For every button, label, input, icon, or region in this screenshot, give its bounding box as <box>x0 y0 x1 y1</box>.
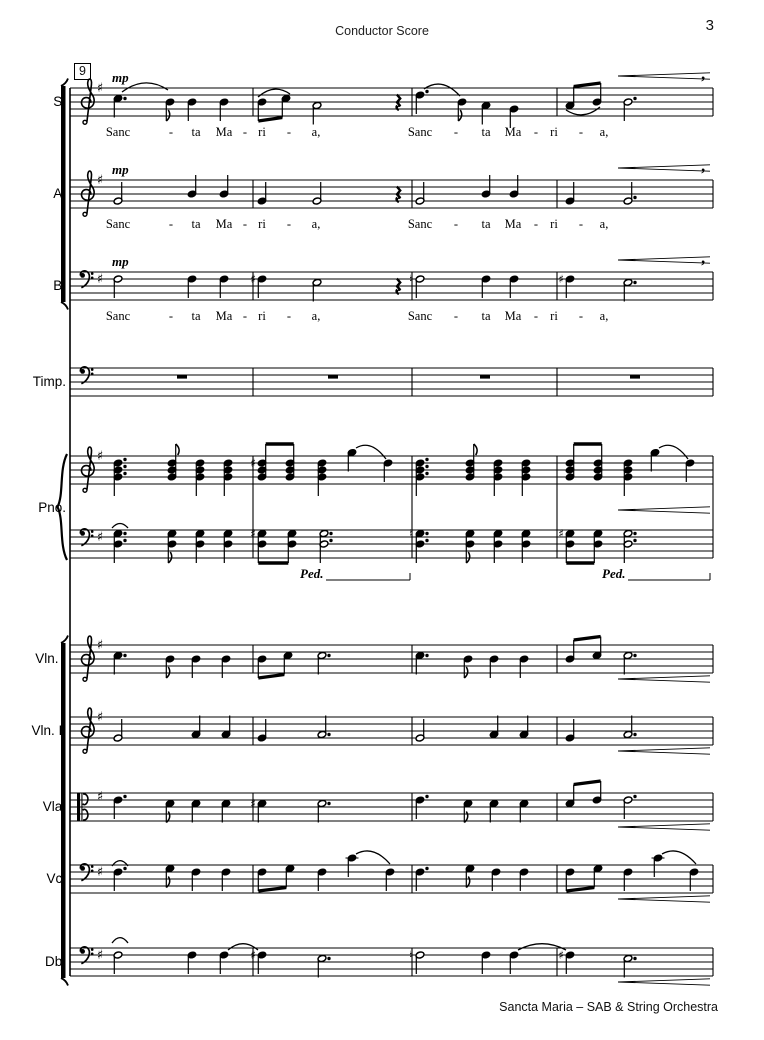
staff-cello <box>46 851 713 902</box>
pedal-marking: Ped. <box>300 566 324 581</box>
accidental: ♯ <box>250 796 256 811</box>
lyric-syllable: - <box>453 125 459 139</box>
part-label-alto-voice: A. <box>53 186 66 201</box>
key-signature-sharp: ♯ <box>96 173 104 188</box>
lyric-syllable: ri <box>258 217 266 231</box>
staff-bass-voice <box>53 254 713 302</box>
key-signature-sharp: ♯ <box>96 81 104 96</box>
staff-timpani <box>33 367 713 396</box>
lyric-syllable: a, <box>311 309 321 323</box>
breath-mark: ’ <box>700 166 706 183</box>
staff-double-bass <box>45 938 713 986</box>
slur <box>424 84 460 96</box>
accidental: ♯ <box>250 272 256 286</box>
staff-piano-lh <box>70 524 713 564</box>
page-title: Conductor Score <box>335 24 429 38</box>
dynamic-marking: mp <box>112 162 129 177</box>
slur <box>662 851 696 864</box>
accidental: ♯ <box>250 948 256 962</box>
part-label-cello: Vc. <box>46 871 66 886</box>
key-signature-sharp: ♯ <box>96 638 104 653</box>
quarter-rest <box>396 279 400 295</box>
lyric-syllable: - <box>578 217 584 231</box>
lyric-syllable: a, <box>311 217 321 231</box>
key-signature-sharp: ♯ <box>96 272 104 287</box>
accidental: ♯ <box>558 948 564 962</box>
lyric-syllable: a, <box>599 309 609 323</box>
part-label-piano-rh: Pno. <box>38 500 66 515</box>
accidental: ♮ <box>408 526 414 541</box>
footer-credit: Sancta Maria – SAB & String Orchestra <box>499 1000 718 1014</box>
lyric-syllable: Ma <box>504 125 522 139</box>
lyric-syllable: - <box>533 217 539 231</box>
lyric-syllable: ta <box>481 217 491 231</box>
lyric-syllable: ta <box>191 309 201 323</box>
part-label-violin-2: Vln. II <box>31 723 66 738</box>
staff-violin-2 <box>31 708 713 754</box>
accidental: ♯ <box>250 526 256 541</box>
breath-mark: ’ <box>700 258 706 275</box>
lyric-syllable: Ma <box>504 217 522 231</box>
slur <box>122 83 168 92</box>
lyric-syllable: Ma <box>215 125 233 139</box>
lyric-syllable: a, <box>311 125 321 139</box>
lyric-syllable: Sanc <box>407 125 433 139</box>
lyric-syllable: Sanc <box>105 309 131 323</box>
lyric-syllable: Sanc <box>407 309 433 323</box>
pedal-marking: Ped. <box>602 566 626 581</box>
lyric-syllable: ta <box>191 217 201 231</box>
lyric-syllable: - <box>533 309 539 323</box>
accidental: ♮ <box>408 948 414 962</box>
staff-soprano <box>53 70 713 128</box>
part-label-bass-voice: B. <box>53 278 66 293</box>
key-signature-sharp: ♯ <box>96 710 104 725</box>
slur <box>356 851 390 864</box>
key-signature-sharp: ♯ <box>96 948 104 963</box>
lyric-syllable: ta <box>481 309 491 323</box>
key-signature-sharp: ♯ <box>96 865 104 880</box>
slur <box>112 524 128 529</box>
part-label-soprano: S. <box>53 94 66 109</box>
lyric-syllable: - <box>453 309 459 323</box>
lyric-syllable: a, <box>599 217 609 231</box>
slur <box>659 445 688 459</box>
lyric-syllable: - <box>242 309 248 323</box>
slur <box>112 938 128 943</box>
lyric-syllable: - <box>286 125 292 139</box>
staff-piano-rh <box>38 444 713 558</box>
lyric-syllable: a, <box>599 125 609 139</box>
lyric-syllable: Sanc <box>407 217 433 231</box>
lyric-syllable: ri <box>550 309 558 323</box>
accidental: ♯ <box>250 456 256 470</box>
lyric-syllable: ta <box>191 125 201 139</box>
lyric-syllable: Ma <box>215 309 233 323</box>
lyric-syllable: - <box>242 217 248 231</box>
whole-rest <box>480 375 490 379</box>
whole-rest <box>328 375 338 379</box>
whole-rest <box>630 375 640 379</box>
lyric-syllable: ta <box>481 125 491 139</box>
part-label-violin-1: Vln. I <box>35 651 66 666</box>
dynamic-marking: mp <box>112 70 129 85</box>
lyric-syllable: Sanc <box>105 217 131 231</box>
dynamic-marking: mp <box>112 254 129 269</box>
part-label-double-bass: Db. <box>44 954 66 969</box>
lyric-syllable: ri <box>258 309 266 323</box>
staff-viola <box>43 781 713 830</box>
lyric-syllable: - <box>242 125 248 139</box>
accidental: ♯ <box>558 526 564 541</box>
lyric-syllable: - <box>578 125 584 139</box>
lyric-syllable: - <box>286 309 292 323</box>
lyric-syllable: - <box>168 125 174 139</box>
lyric-syllable: Ma <box>504 309 522 323</box>
breath-mark: ’ <box>700 74 706 91</box>
lyric-syllable: - <box>533 125 539 139</box>
accidental: ♮ <box>408 272 414 286</box>
lyric-syllable: - <box>286 217 292 231</box>
part-label-viola: Vla. <box>42 799 66 814</box>
lyric-syllable: - <box>168 217 174 231</box>
lyric-syllable: - <box>578 309 584 323</box>
lyric-syllable: ri <box>550 217 558 231</box>
key-signature-sharp: ♯ <box>96 449 104 464</box>
lyric-syllable: ri <box>550 125 558 139</box>
lyric-syllable: Ma <box>215 217 233 231</box>
slur <box>356 445 386 459</box>
rehearsal-mark: 9 <box>74 63 91 80</box>
whole-rest <box>177 375 187 379</box>
page-number: 3 <box>705 17 714 34</box>
lyric-syllable: - <box>453 217 459 231</box>
key-signature-sharp: ♯ <box>96 789 104 805</box>
lyric-syllable: Sanc <box>105 125 131 139</box>
staff-alto-voice <box>53 162 713 216</box>
accidental: ♯ <box>558 272 564 286</box>
lyric-syllable: - <box>168 309 174 323</box>
lyric-syllable: ri <box>258 125 266 139</box>
staff-violin-1 <box>35 636 713 682</box>
key-signature-sharp: ♯ <box>96 530 104 545</box>
part-label-timpani: Timp. <box>32 374 66 389</box>
